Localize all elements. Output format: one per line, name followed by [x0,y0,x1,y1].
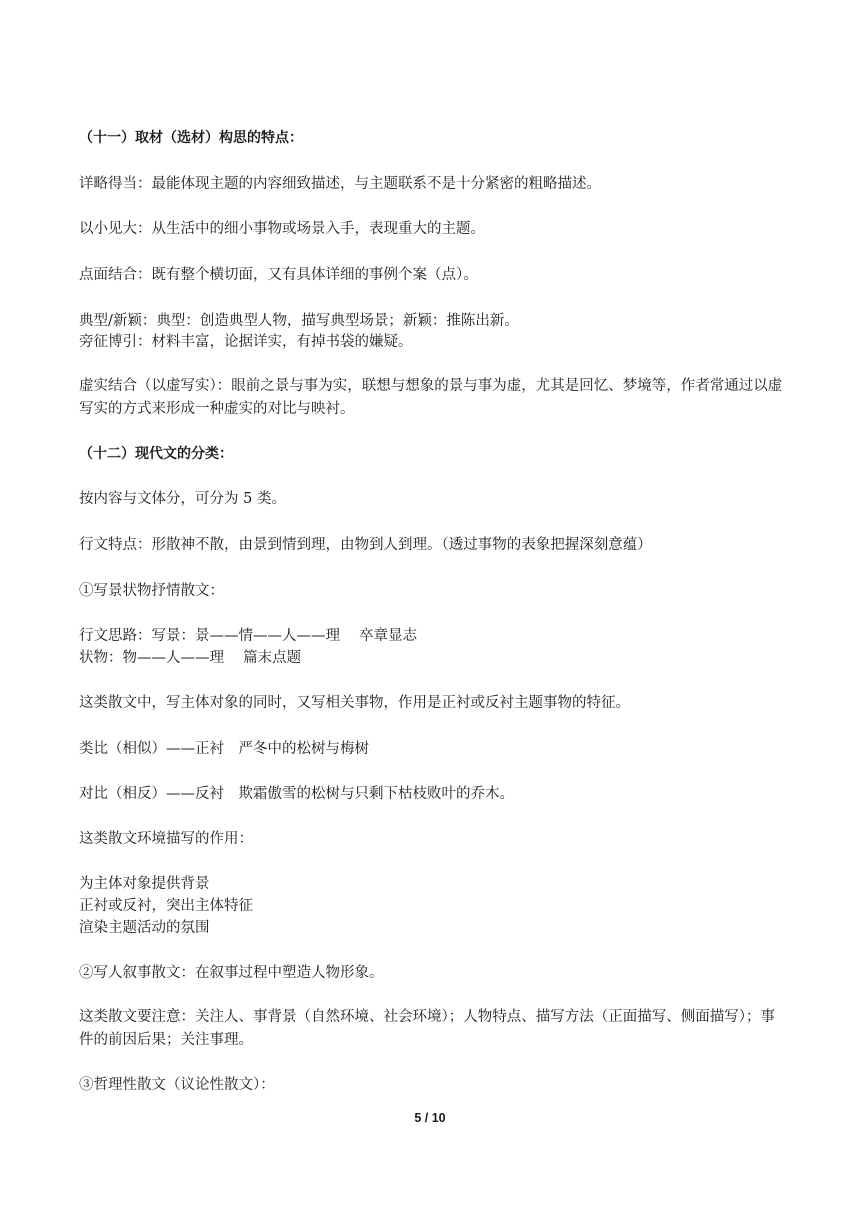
section-11-heading: （十一）取材（选材）构思的特点： [79,130,303,146]
paragraph-typical: 典型/新颖：典型：创造典型人物，描写典型场景；新颖：推陈出新。 [79,313,519,329]
paragraph-narrative-note: 这类散文要注意：关注人、事背景（自然环境、社会环境）；人物特点、描写方法（正面描写、侧面描写）；事件的前因后果；关注事理。 [79,1009,775,1048]
section-12-heading: （十二）现代文的分类： [79,446,233,462]
paragraph-contrast: 对比（相反）——反衬 欺霜傲雪的松树与只剩下枯枝败叶的乔木。 [79,786,514,802]
paragraph-env-role: 这类散文环境描写的作用： [79,831,253,847]
paragraph-thought-object: 状物：物——人——理 篇末点题 [79,650,302,666]
paragraph-contrast-intro: 这类散文中，写主体对象的同时，又写相关事物，作用是正衬或反衬主题事物的特征。 [79,695,630,711]
paragraph-cite: 旁征博引：材料丰富，论据详实，有掉书袋的嫌疑。 [79,334,413,350]
list-item-1: ①写景状物抒情散文： [79,583,224,599]
paragraph-detail: 详略得当：最能体现主题的内容细致描述，与主题联系不是十分紧密的粗略描述。 [79,176,601,192]
page-number: 5 / 10 [414,1111,446,1125]
paragraph-small-big: 以小见大：从生活中的细小事物或场景入手，表现重大的主题。 [79,221,485,237]
role-item-2: 正衬或反衬，突出主体特征 [79,898,253,914]
list-item-3: ③哲理性散文（议论性散文）： [79,1077,275,1093]
paragraph-analogy: 类比（相似）——正衬 严冬中的松树与梅树 [79,741,369,757]
paragraph-virtual: 虚实结合（以虚写实）：眼前之景与事为实，联想与想象的景与事为虚，尤其是回忆、梦境等，作者常通过以虚写实的方式来形成一种虚实的对比与映衬。 [79,378,783,417]
paragraph-thought-scene: 行文思路：写景：景——情——人——理 卒章显志 [79,628,418,644]
role-item-1: 为主体对象提供背景 [79,876,210,892]
paragraph-classify: 按内容与文体分，可分为 5 类。 [79,491,286,507]
list-item-2: ②写人叙事散文：在叙事过程中塑造人物形象。 [79,965,384,981]
paragraph-features: 行文特点：形散神不散，由景到情到理，由物到人到理。（透过事物的表象把握深刻意蕴） [79,537,652,553]
paragraph-point-face: 点面结合：既有整个横切面，又有具体详细的事例个案（点）。 [79,267,478,283]
role-item-3: 渲染主题活动的氛围 [79,920,210,936]
